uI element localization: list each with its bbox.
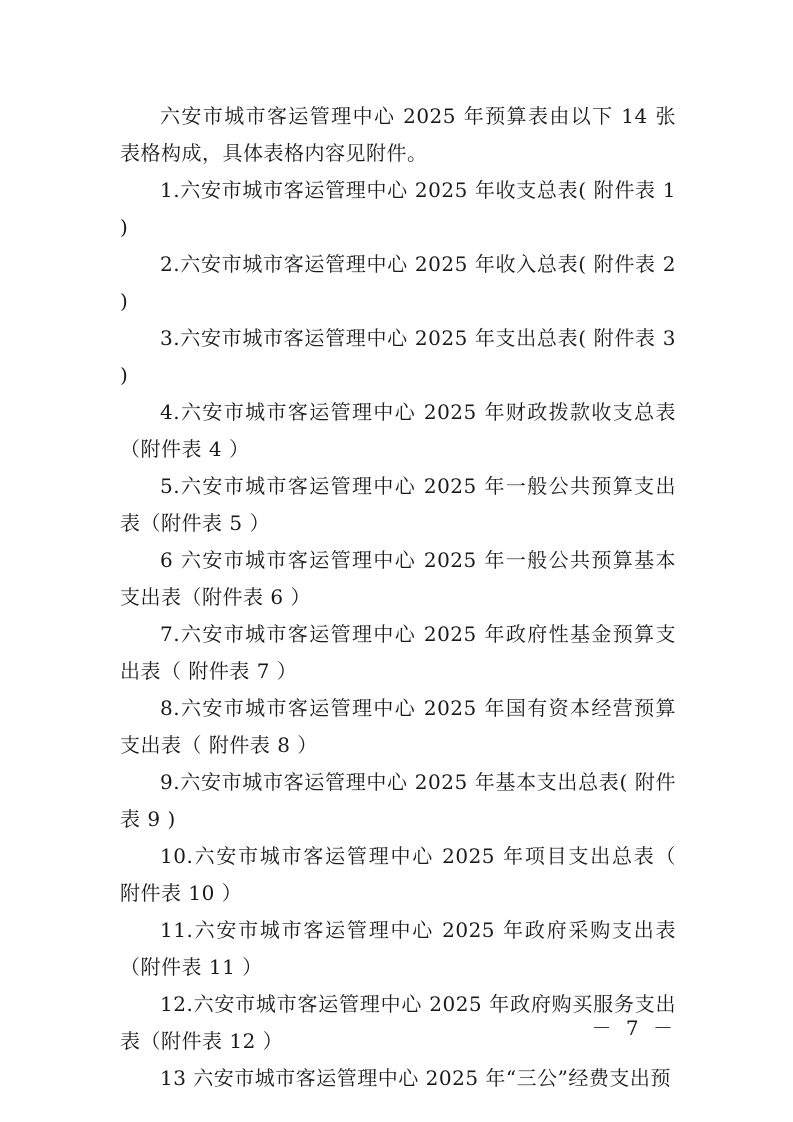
list-item-9: 9.六安市城市客运管理中心 2025 年基本支出总表( 附件表 9 ) xyxy=(120,770,676,831)
body-text xyxy=(120,98,676,1097)
list-item-10: 10.六安市城市客运管理中心 2025 年项目支出总表（ 附件表 10 ） xyxy=(120,844,676,905)
page-number: － 7 － xyxy=(591,1016,677,1040)
list-item-11: 11.六安市城市客运管理中心 2025 年政府采购支出表（附件表 11 ） xyxy=(120,918,676,979)
list-item-4: 4.六安市城市客运管理中心 2025 年财政拨款收支总表（附件表 4 ） xyxy=(120,400,676,461)
list-item-6: 6 六安市城市客运管理中心 2025 年一般公共预算基本支出表（附件表 6 ） xyxy=(120,548,676,609)
list-item-2: 2.六安市城市客运管理中心 2025 年收入总表( 附件表 2 ) xyxy=(120,252,676,313)
intro-paragraph: 六安市城市客运管理中心 2025 年预算表由以下 14 张表格构成，具体表格内容见附件。 xyxy=(120,104,676,165)
list-item-5: 5.六安市城市客运管理中心 2025 年一般公共预算支出表（附件表 5 ） xyxy=(120,474,676,535)
list-item-13: 13 六安市城市客运管理中心 2025 年“三公”经费支出预 xyxy=(160,1066,671,1090)
list-item-3: 3.六安市城市客运管理中心 2025 年支出总表( 附件表 3 ) xyxy=(120,326,676,387)
list-item-1: 1.六安市城市客运管理中心 2025 年收支总表( 附件表 1 ) xyxy=(120,178,676,239)
list-item-12: 12.六安市城市客运管理中心 2025 年政府购买服务支出表（附件表 12 ） xyxy=(120,992,676,1053)
list-item-7: 7.六安市城市客运管理中心 2025 年政府性基金预算支出表（ 附件表 7 ） xyxy=(120,622,676,683)
list-item-8: 8.六安市城市客运管理中心 2025 年国有资本经营预算支出表（ 附件表 8 ） xyxy=(120,696,676,757)
